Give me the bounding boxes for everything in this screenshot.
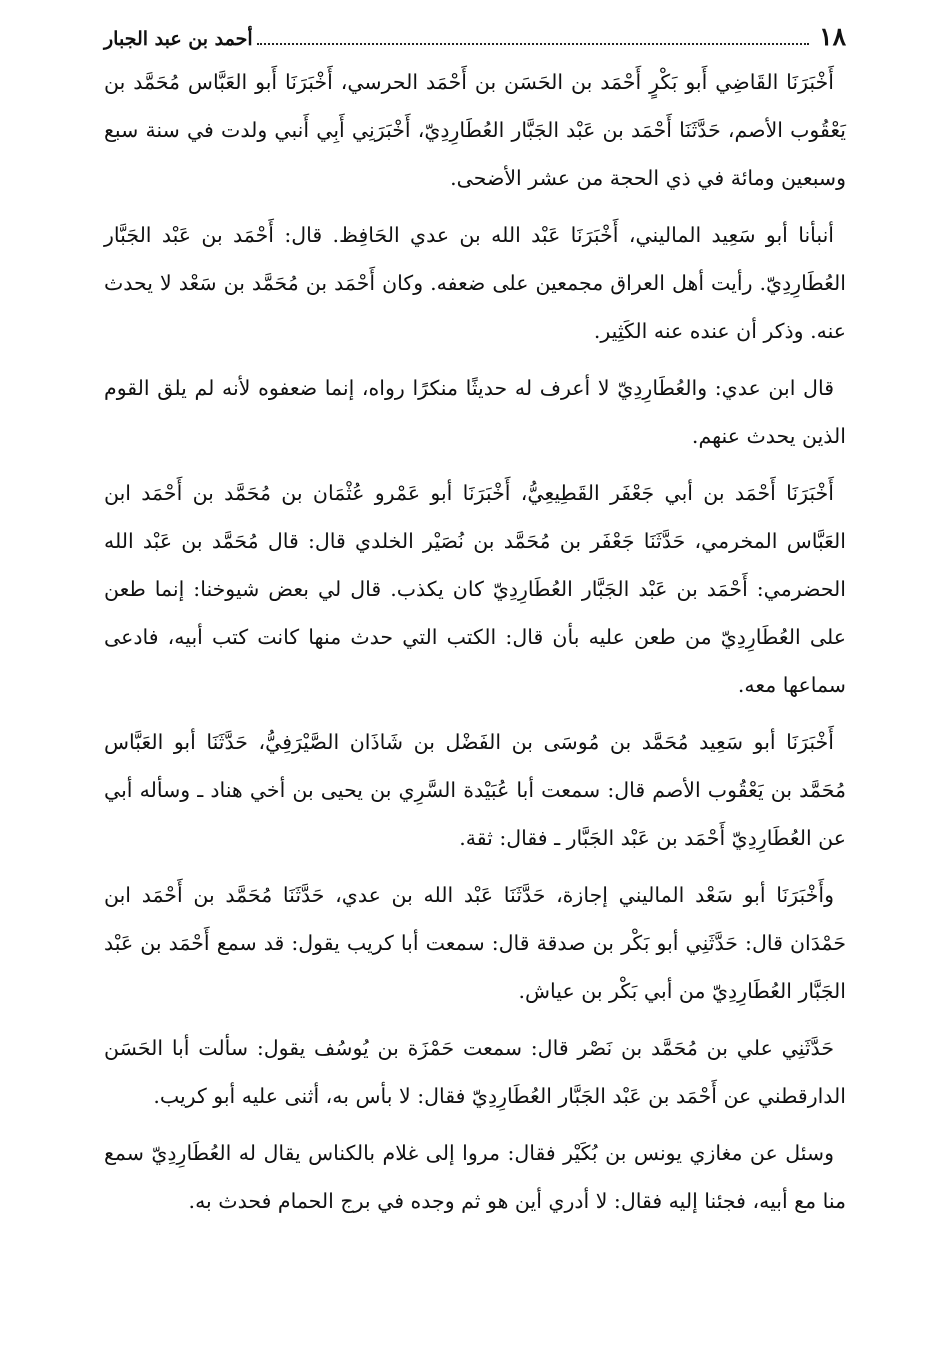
paragraph-7: حَدَّثَنِي علي بن مُحَمَّد بن نَصْر قال: سمعت حَمْزَة بن يُوسُف يقول: سألت أبا الحَسَن الدارقطني عن أَحْمَد بن عَبْد الجَبَّار العُطَارِدِيّ فقال: لا بأس به، أثنى عليه أبو كريب. (104, 1036, 846, 1108)
header-leader-dots (257, 27, 809, 45)
page-header (104, 22, 846, 58)
paragraph-6: وأَخْبَرَنَا أبو سَعْد الماليني إجازة، حَدَّثَنَا عَبْد الله بن عدي، حَدَّثَنَا مُحَمَّد بن أَحْمَد ابن حَمْدَان قال: حَدَّثَنِي أبو بَكْر بن صدقة قال: سمعت أبا كريب يقول: قد سمع أَحْمَد بن عَبْد الجَبَّار العُطَارِدِيّ من أبي بَكْر بن عياش. (104, 883, 846, 1003)
page (104, 22, 846, 1234)
paragraph-3: قال ابن عدي: والعُطَارِدِيّ لا أعرف له حديثًا منكرًا رواه، إنما ضعفوه لأنه لم يلق القوم الذين يحدث عنهم. (104, 376, 846, 448)
paragraph-4: أَخْبَرَنَا أَحْمَد بن أبي جَعْفَر القَطِيعِيُّ، أَخْبَرَنَا أبو عَمْرو عُثْمَان بن مُحَمَّد بن أَحْمَد ابن العَبَّاس المخرمي، حَدَّثَنَا جَعْفَر بن مُحَمَّد بن نُصَيْر الخلدي قال: قال مُحَمَّد بن عَبْد الله الحضرمي: أَحْمَد بن عَبْد الجَبَّار العُطَارِدِيّ كان يكذب. قال لي بعض شيوخنا: إنما طعن على العُطَارِدِيّ من طعن عليه بأن قال: الكتب التي حدث منها كانت كتب أبيه، فادعى سماعها معه. (104, 481, 846, 697)
paragraph-2: أنبأنا أبو سَعِيد الماليني، أَخْبَرَنَا عَبْد الله بن عدي الحَافِظ. قال: أَحْمَد بن عَبْد الجَبَّار العُطَارِدِيّ. رأيت أهل العراق مجمعين على ضعفه. وكان أَحْمَد بن مُحَمَّد بن سَعْد لا يحدث عنه. وذكر أن عنده عنه الكَثِير. (104, 223, 846, 343)
running-head: أحمد بن عبد الجبار (104, 28, 253, 50)
page-number: ١٨ (819, 22, 846, 51)
paragraph-5: أَخْبَرَنَا أبو سَعِيد مُحَمَّد بن مُوسَى بن الفَضْل بن شَاذَان الصَّيْرَفِيُّ، حَدَّثَنَا أبو العَبَّاس مُحَمَّد بن يَعْقُوب الأصم قال: سمعت أبا عُبَيْدة السَّرِي بن يحيى بن أخي هناد ـ وسأله أبي عن العُطَارِدِيّ أَحْمَد بن عَبْد الجَبَّار ـ فقال: ثقة. (104, 730, 846, 850)
paragraph-1: أَخْبَرَنَا القَاضِي أَبو بَكْرٍ أَحْمَد بن الحَسَن بن أَحْمَد الحرسي، أَخْبَرَنَا أَبو العَبَّاس مُحَمَّد بن يَعْقُوب الأصم، حَدَّثَنَا أَحْمَد بن عَبْد الجَبَّار العُطَارِدِيّ، أَخْبَرَنِي أَبِي أَنبي ولدت في سنة سبع وسبعين ومائة في ذي الحجة من عشر الأضحى. (104, 70, 846, 190)
paragraph-8: وسئل عن مغازي يونس بن بُكَيْر فقال: مروا إلى غلام بالكناس يقال له العُطَارِدِيّ سمع منا مع أبيه، فجئنا إليه فقال: لا أدري أين هو ثم وجده في برج الحمام فحدث به. (104, 1141, 846, 1213)
